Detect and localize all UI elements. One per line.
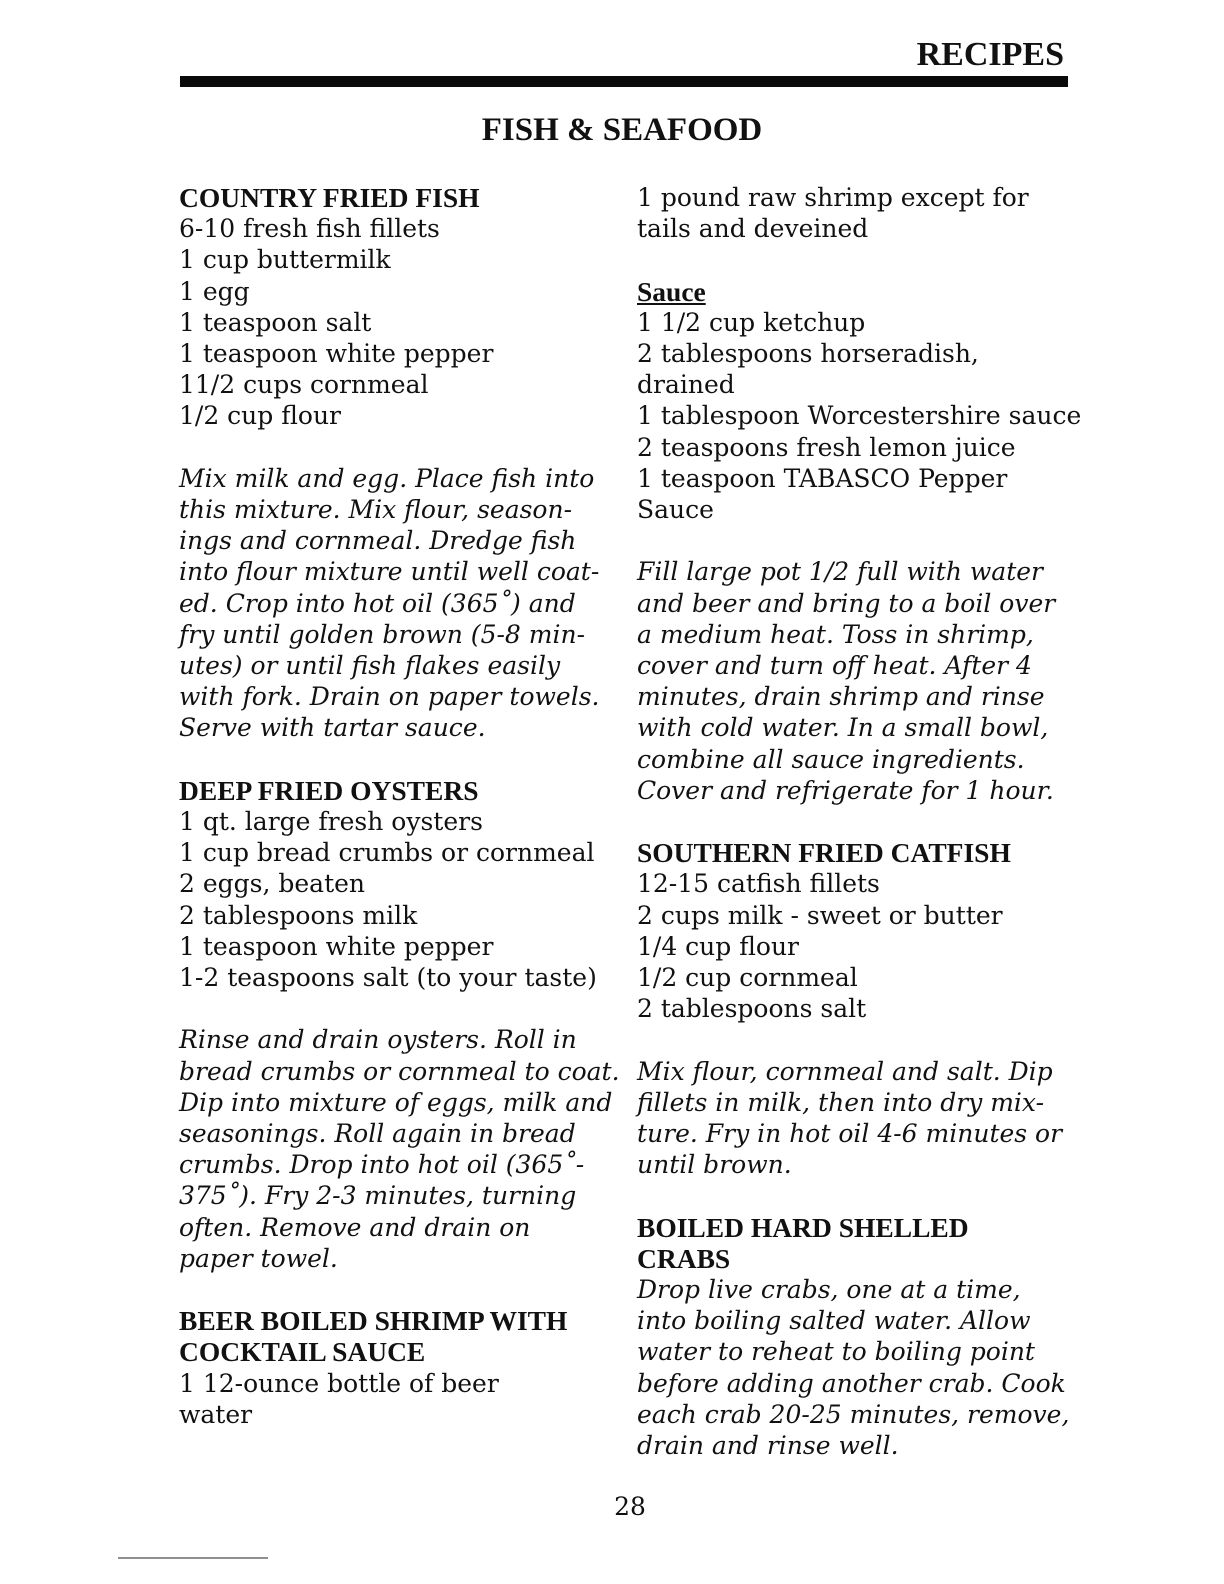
ingredient-line: water	[179, 1399, 253, 1429]
direction-line: a medium heat. Toss in shrimp,	[637, 619, 1034, 649]
page-number: 28	[614, 1492, 646, 1521]
ingredient-line: 1 teaspoon white pepper	[179, 339, 494, 369]
recipe-beer-boiled-shrimp-start	[179, 1305, 619, 1430]
ingredient-line: 1 tablespoon Worcestershire sauce	[637, 401, 1082, 431]
direction-line: often. Remove and drain on	[179, 1212, 531, 1242]
ingredient-line: 1-2 teaspoons salt (to your taste)	[179, 963, 597, 993]
ingredient-line: 2 teaspoons fresh lemon juice	[637, 432, 1016, 462]
ingredient-line: 1 12-ounce bottle of beer	[179, 1368, 499, 1398]
ingredient-line: 2 tablespoons salt	[637, 994, 867, 1024]
direction-line: fry until golden brown (5-8 min-	[179, 619, 586, 649]
direction-line: ings and cornmeal. Dredge fish	[179, 526, 577, 556]
scan-artifact-line	[118, 1557, 268, 1559]
ingredient-line: drained	[637, 370, 735, 400]
ingredient-line: Sauce	[637, 495, 714, 525]
ingredient-line: 1/2 cup cornmeal	[637, 963, 858, 993]
recipe-title: CRABS	[637, 1242, 731, 1274]
header-rule	[180, 76, 1068, 87]
running-header: RECIPES	[916, 36, 1064, 73]
ingredient-line: 1 egg	[179, 276, 250, 306]
direction-line: Mix milk and egg. Place fish into	[179, 463, 595, 493]
direction-line: paper towel.	[179, 1243, 338, 1273]
direction-line: into flour mixture until well coat-	[179, 557, 600, 587]
direction-line: and beer and bring to a boil over	[637, 588, 1056, 618]
ingredient-line: tails and deveined	[637, 214, 869, 244]
direction-line: Drop live crabs, one at a time,	[637, 1275, 1021, 1305]
direction-line: into boiling salted water. Allow	[637, 1306, 1031, 1336]
ingredient-line: 1 qt. large fresh oysters	[179, 807, 483, 837]
direction-line: cover and turn off heat. After 4	[637, 651, 1032, 681]
direction-line: Cover and refrigerate for 1 hour.	[637, 775, 1054, 805]
ingredient-line: 2 cups milk - sweet or butter	[637, 900, 1003, 930]
direction-line: combine all sauce ingredients.	[637, 744, 1025, 774]
direction-line: with fork. Drain on paper towels.	[179, 682, 600, 712]
direction-line: crumbs. Drop into hot oil (365˚-	[179, 1150, 585, 1180]
direction-line: ture. Fry in hot oil 4-6 minutes or	[637, 1119, 1063, 1149]
sauce-subheading: Sauce	[637, 275, 706, 307]
ingredient-line: 1 1/2 cup ketchup	[637, 307, 866, 337]
recipe-country-fried-fish	[179, 182, 619, 744]
direction-line: drain and rinse well.	[637, 1431, 899, 1461]
section-title: FISH & SEAFOOD	[481, 112, 763, 148]
direction-line: Fill large pot 1/2 full with water	[637, 557, 1043, 587]
ingredient-line: 2 eggs, beaten	[179, 869, 366, 899]
recipe-southern-fried-catfish	[637, 837, 1077, 1180]
ingredient-line: 1 teaspoon TABASCO Pepper	[637, 463, 1008, 493]
recipe-title: BOILED HARD SHELLED	[637, 1211, 969, 1243]
recipe-title: SOUTHERN FRIED CATFISH	[637, 837, 1011, 869]
direction-line: Mix flour, cornmeal and salt. Dip	[637, 1056, 1053, 1086]
recipe-deep-fried-oysters	[179, 775, 619, 1274]
direction-line: Serve with tartar sauce.	[179, 713, 486, 743]
direction-line: fillets in milk, then into dry mix-	[637, 1087, 1045, 1117]
ingredient-line: 1 teaspoon salt	[179, 307, 372, 337]
direction-line: seasonings. Roll again in bread	[179, 1119, 576, 1149]
direction-line: 375˚). Fry 2-3 minutes, turning	[179, 1181, 577, 1211]
ingredient-line: 12-15 catfish fillets	[637, 869, 880, 899]
direction-line: ed. Crop into hot oil (365˚) and	[179, 588, 576, 618]
left-column	[179, 182, 619, 1430]
recipe-title: DEEP FRIED OYSTERS	[179, 774, 479, 806]
right-column	[637, 182, 1082, 1461]
ingredient-line: 6-10 fresh fish fillets	[179, 214, 440, 244]
ingredient-line: 1/2 cup flour	[179, 401, 342, 431]
ingredient-line: 2 tablespoons milk	[179, 900, 418, 930]
direction-line: water to reheat to boiling point	[637, 1337, 1035, 1367]
ingredient-line: 1 pound raw shrimp except for	[637, 183, 1029, 212]
direction-line: bread crumbs or cornmeal to coat.	[179, 1056, 620, 1086]
ingredient-line: 1 teaspoon white pepper	[179, 931, 494, 961]
recipe-beer-boiled-shrimp-continued	[637, 182, 1082, 806]
direction-line: minutes, drain shrimp and rinse	[637, 682, 1045, 712]
direction-line: until brown.	[637, 1150, 792, 1180]
direction-line: Dip into mixture of eggs, milk and	[179, 1087, 613, 1117]
direction-line: this mixture. Mix flour, season-	[179, 495, 573, 525]
ingredient-line: 1/4 cup flour	[637, 931, 800, 961]
direction-line: Rinse and drain oysters. Roll in	[179, 1025, 577, 1055]
recipe-title: COCKTAIL SAUCE	[179, 1336, 426, 1368]
ingredient-line: 2 tablespoons horseradish,	[637, 339, 979, 368]
recipe-title: BEER BOILED SHRIMP WITH	[179, 1305, 568, 1337]
ingredient-line: 11/2 cups cornmeal	[179, 370, 429, 400]
direction-line: before adding another crab. Cook	[637, 1368, 1066, 1398]
direction-line: each crab 20-25 minutes, remove,	[637, 1399, 1070, 1429]
direction-line: utes) or until fish flakes easily	[179, 651, 561, 681]
recipe-title: COUNTRY FRIED FISH	[179, 182, 480, 213]
recipe-boiled-hard-shelled-crabs	[637, 1212, 1077, 1462]
ingredient-line: 1 cup buttermilk	[179, 245, 391, 275]
direction-line: with cold water. In a small bowl,	[637, 713, 1049, 743]
ingredient-line: 1 cup bread crumbs or cornmeal	[179, 838, 595, 868]
